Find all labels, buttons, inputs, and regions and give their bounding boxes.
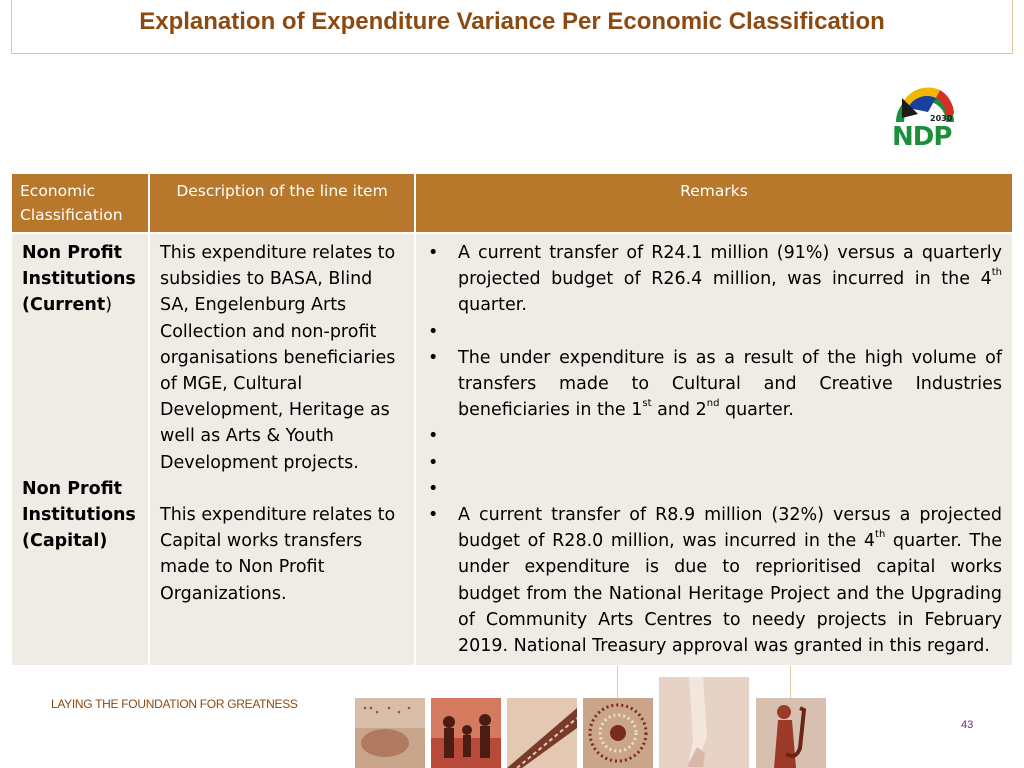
- family-photo: [431, 698, 501, 768]
- page-title: Explanation of Expenditure Variance Per Economic Classification: [139, 7, 885, 35]
- header-remarks: Remarks: [415, 174, 1012, 233]
- description-capital: This expenditure relates to Capital works transfers made to Non Profit Organizations.: [160, 505, 396, 604]
- divider: [790, 666, 791, 698]
- variance-table: [12, 174, 1012, 665]
- remarks-list: [426, 240, 1002, 659]
- ballet-photo: [659, 677, 749, 768]
- beadwork-photo: [583, 698, 653, 768]
- remark-item: • The under expenditure is as a result of the high volume of transfers made to Cultural and Creative Industries beneficiaries in the 1st and 2nd quarter.: [426, 345, 1002, 424]
- film-photo: [507, 698, 577, 768]
- logo-year: 2030: [930, 114, 953, 123]
- classification-cell: [12, 233, 149, 665]
- remarks-cell: [415, 233, 1012, 665]
- description-cell: [149, 233, 415, 665]
- remark-item: • A current transfer of R8.9 million (32%) versus a projected budget of R28.0 million, was incurred in the 4th quarter. The under expenditure is due to reprioritised capital works budget from the National Heritage Project and the Upgrading of Community Arts Centres to needy projects in February 2019. National Treasury approval was granted in this regard.: [426, 502, 1002, 659]
- braille-photo: [355, 698, 425, 768]
- page-number: 43: [961, 719, 974, 731]
- table-row: [12, 233, 1012, 665]
- description-current: This expenditure relates to subsidies to BASA, Blind SA, Engelenburg Arts Collection and non-profit organisations beneficiaries of MGE, Cultural Development, Heritage as well as Arts & Youth Development projects.: [160, 243, 396, 473]
- header-description: Description of the line item: [149, 174, 415, 233]
- classification-capital: Non Profit Institutions (Capital): [22, 478, 136, 552]
- header-economic-classification: Economic Classification: [12, 174, 149, 233]
- saxophone-photo: [756, 698, 826, 768]
- remark-item: • A current transfer of R24.1 million (91%) versus a quarterly projected budget of R26.4 million, was incurred in the 4th quarter.: [426, 240, 1002, 319]
- logo-text: NDP: [892, 122, 952, 152]
- divider: [617, 666, 618, 698]
- classification-current-label: Current: [30, 295, 106, 316]
- classification-current: Non Profit Institutions (Current): [22, 243, 136, 316]
- table-header-row: [12, 174, 1012, 233]
- footer-tagline: LAYING THE FOUNDATION FOR GREATNESS: [51, 697, 298, 711]
- title-box: [11, 0, 1013, 54]
